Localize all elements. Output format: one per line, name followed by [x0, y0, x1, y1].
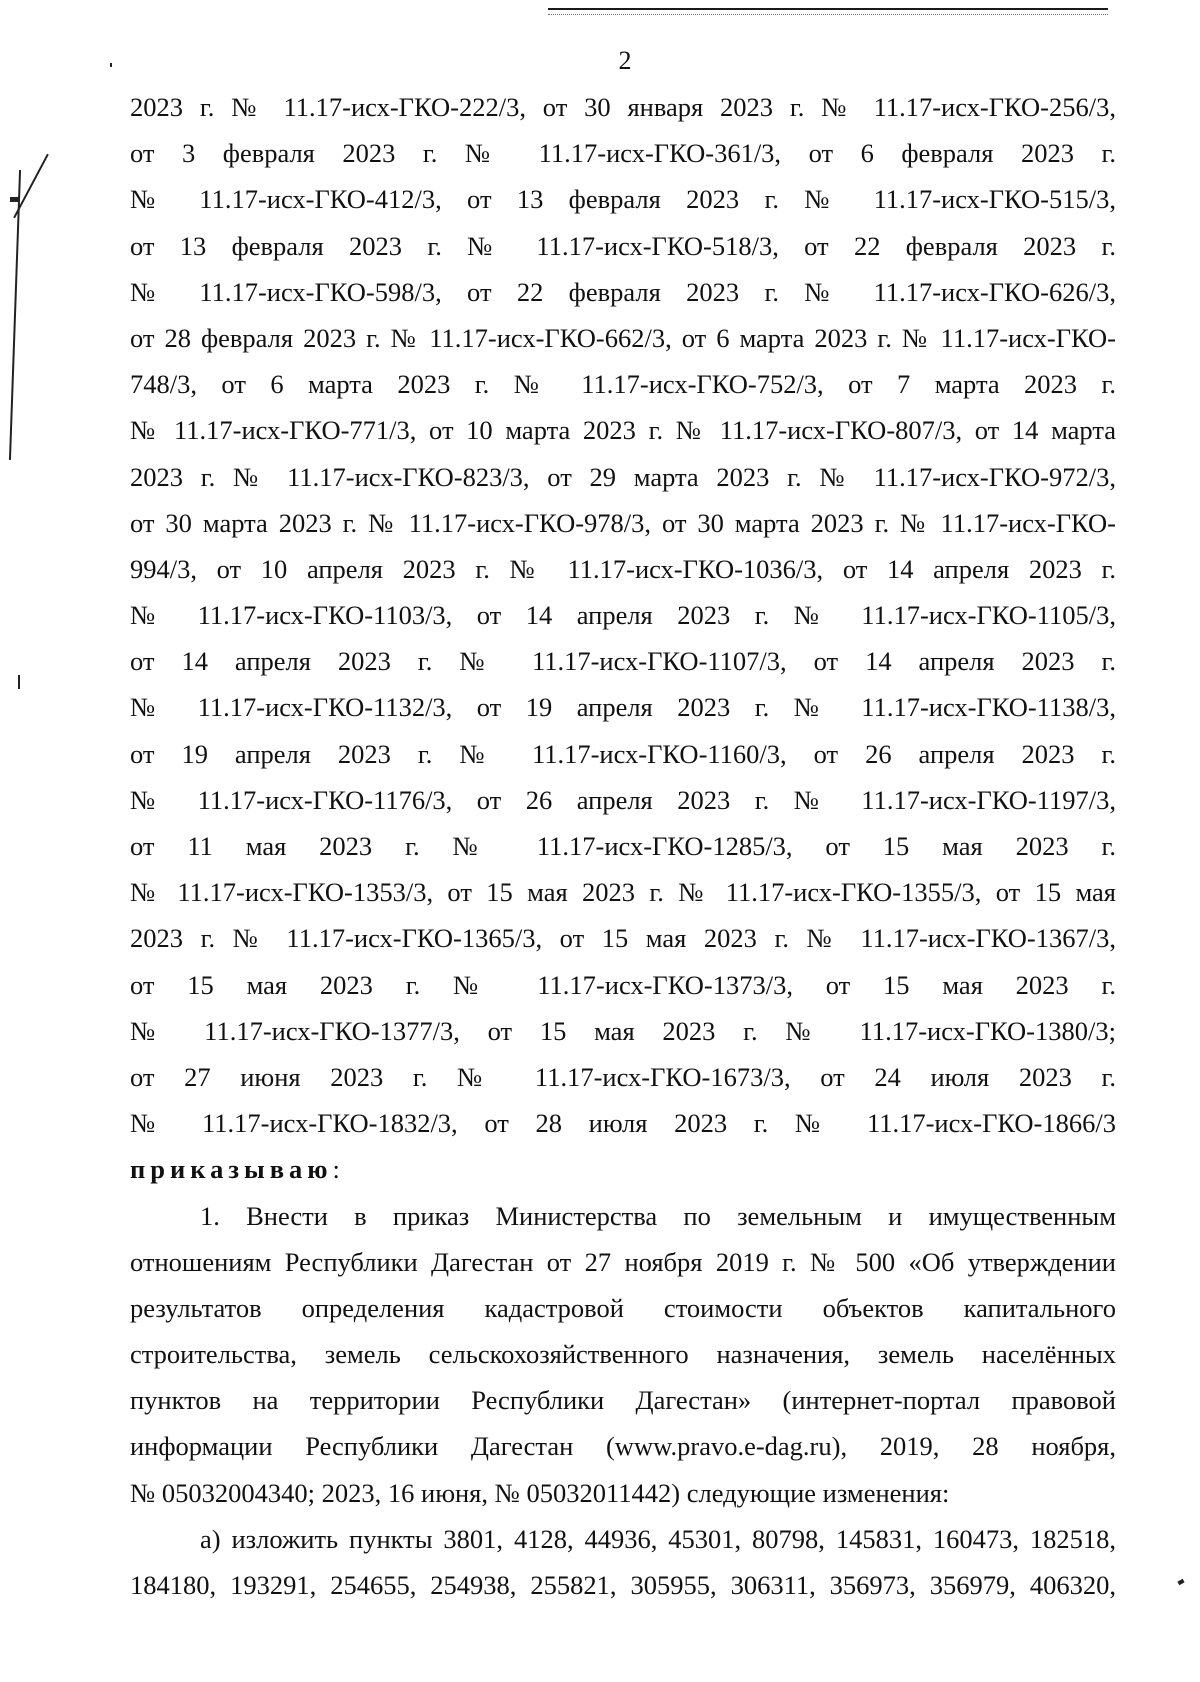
text-line: от 30 марта 2023 г. № 11.17-исх-ГКО-978/3, от 30 марта 2023 г. № 11.17-исх-ГКО-: [130, 507, 1116, 538]
item-line: информации Республики Дагестан (www.pravo.e-dag.ru), 2019, 28 ноября,: [130, 1431, 1116, 1462]
text-line: 994/3, от 10 апреля 2023 г. № 11.17-исх-ГКО-1036/3, от 14 апреля 2023 г.: [130, 553, 1116, 584]
text-line: № 11.17-исх-ГКО-1132/3, от 19 апреля 2023 г. № 11.17-исх-ГКО-1138/3,: [130, 692, 1116, 723]
text-line: № 11.17-исх-ГКО-598/3, от 22 февраля 2023 г. № 11.17-исх-ГКО-626/3,: [130, 276, 1116, 307]
page-number: 2: [618, 46, 632, 75]
text-line: 2023 г. № 11.17-исх-ГКО-823/3, от 29 марта 2023 г. № 11.17-исх-ГКО-972/3,: [130, 461, 1116, 492]
item-line: № 05032004340; 2023, 16 июня, № 05032011442) следующие изменения:: [130, 1477, 950, 1508]
top-dotted-rule: [548, 14, 1108, 15]
text-line: от 13 февраля 2023 г. № 11.17-исх-ГКО-518/3, от 22 февраля 2023 г.: [130, 230, 1116, 261]
scan-mark-right: [1177, 1579, 1184, 1585]
scan-mark-tick: [10, 197, 19, 202]
text-line: 748/3, от 6 марта 2023 г. № 11.17-исх-ГКО-752/3, от 7 марта 2023 г.: [130, 369, 1116, 400]
text-line: от 27 июня 2023 г. № 11.17-исх-ГКО-1673/3, от 24 июля 2023 г.: [130, 1061, 1116, 1092]
text-line: от 19 апреля 2023 г. № 11.17-исх-ГКО-1160/3, от 26 апреля 2023 г.: [130, 738, 1116, 769]
subitem-line: 184180, 193291, 254655, 254938, 255821, 305955, 306311, 356973, 356979, 406320,: [130, 1570, 1116, 1600]
text-line: от 28 февраля 2023 г. № 11.17-исх-ГКО-662/3, от 6 марта 2023 г. № 11.17-исх-ГКО-: [130, 322, 1116, 353]
text-line: 2023 г. № 11.17-исх-ГКО-222/3, от 30 января 2023 г. № 11.17-исх-ГКО-256/3,: [130, 92, 1116, 122]
text-line: № 11.17-исх-ГКО-1176/3, от 26 апреля 2023 г. № 11.17-исх-ГКО-1197/3,: [130, 784, 1116, 815]
text-line: № 11.17-исх-ГКО-771/3, от 10 марта 2023 г. № 11.17-исх-ГКО-807/3, от 14 марта: [130, 415, 1116, 446]
text-line: № 11.17-исх-ГКО-412/3, от 13 февраля 2023 г. № 11.17-исх-ГКО-515/3,: [130, 184, 1116, 215]
top-border-rule: [548, 8, 1108, 10]
text-line: № 11.17-исх-ГКО-1832/3, от 28 июля 2023 г. № 11.17-исх-ГКО-1866/3: [130, 1108, 1116, 1139]
item-line: результатов определения кадастровой стоимости объектов капитального: [130, 1292, 1116, 1323]
item-line: отношениям Республики Дагестан от 27 ноября 2019 г. № 500 «Об утверждении: [130, 1246, 1116, 1277]
text-line: № 11.17-исх-ГКО-1103/3, от 14 апреля 2023 г. № 11.17-исх-ГКО-1105/3,: [130, 600, 1116, 631]
text-line: 2023 г. № 11.17-исх-ГКО-1365/3, от 15 мая 2023 г. № 11.17-исх-ГКО-1367/3,: [130, 923, 1116, 954]
order-line: [130, 1146, 1116, 1192]
text-line: от 14 апреля 2023 г. № 11.17-исх-ГКО-1107/3, от 14 апреля 2023 г.: [130, 646, 1116, 677]
item-line: пунктов на территории Республики Дагестан» (интернет-портал правовой: [130, 1385, 1116, 1416]
text-line: от 15 мая 2023 г. № 11.17-исх-ГКО-1373/3, от 15 мая 2023 г.: [130, 969, 1116, 1000]
subitem-line: а) изложить пункты 3801, 4128, 44936, 45301, 80798, 145831, 160473, 182518,: [200, 1523, 1116, 1554]
text-line: № 11.17-исх-ГКО-1353/3, от 15 мая 2023 г. № 11.17-исх-ГКО-1355/3, от 15 мая: [130, 877, 1116, 908]
text-line: № 11.17-исх-ГКО-1377/3, от 15 мая 2023 г. № 11.17-исх-ГКО-1380/3;: [130, 1015, 1116, 1046]
item-line: 1. Внести в приказ Министерства по земельным и имущественным: [200, 1200, 1116, 1231]
text-line: от 11 мая 2023 г. № 11.17-исх-ГКО-1285/3, от 15 мая 2023 г.: [130, 831, 1116, 861]
order-word: приказываю: [130, 1154, 333, 1185]
text-line: от 3 февраля 2023 г. № 11.17-исх-ГКО-361/3, от 6 февраля 2023 г.: [130, 138, 1116, 169]
order-colon: :: [332, 1154, 340, 1185]
document-body: [130, 84, 1116, 1608]
item-line: строительства, земель сельскохозяйственного назначения, земель населённых: [130, 1339, 1116, 1370]
scan-mark-small: [18, 675, 20, 689]
